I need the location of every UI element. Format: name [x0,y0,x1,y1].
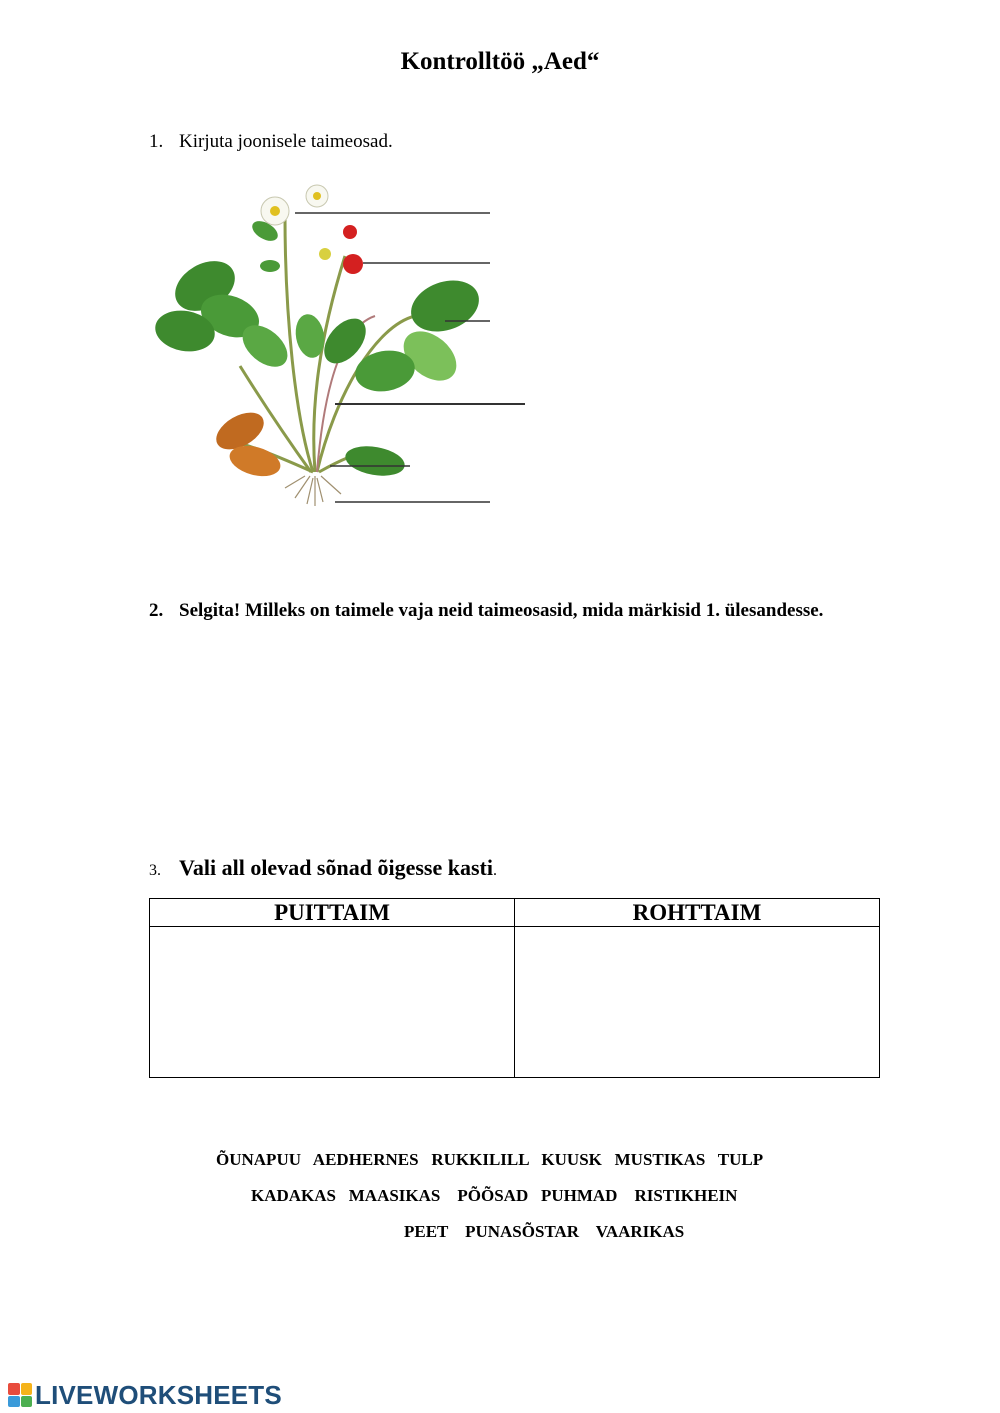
question-1 [149,131,393,153]
word-bank-line-3: PEET PUNASÕSTAR VAARIKAS [404,1222,685,1241]
question-1-number: 1. [149,131,164,152]
drop-zone-puittaim[interactable] [150,927,515,1078]
column-header-puittaim: PUITTAIM [150,899,515,927]
question-3-text: Vali all olevad sõnad õigesse kasti [179,855,493,880]
column-header-rohttaim: ROHTTAIM [515,899,880,927]
strawberry-plant-illustration [145,176,535,516]
word-bank-line-2: KADAKAS MAASIKAS PÕÕSAD PUHMAD RISTIKHEIN [251,1186,738,1205]
question-2-text: Selgita! Milleks on taimele vaja neid taimeosasid, mida märkisid 1. ülesandesse. [179,600,824,621]
drop-zone-rohttaim[interactable] [515,927,880,1078]
logo-text: LIVEWORKSHEETS [35,1379,282,1410]
question-3-number: 3. [149,862,161,879]
question-3-dot: . [492,862,497,879]
root-icon [285,476,341,506]
sorting-table [149,898,880,1078]
berry-icon [343,225,363,274]
leaves [152,217,486,481]
word-bank-line-1: ÕUNAPUU AEDHERNES RUKKILILL KUUSK MUSTIKAS TULP [216,1150,764,1169]
page-title: Kontrolltöö „Aed“ [400,48,600,75]
liveworksheets-logo [8,1380,282,1410]
question-2-number: 2. [149,600,164,621]
flower-icon [261,185,331,260]
table-drop-row [150,927,880,1078]
question-2 [149,600,823,622]
logo-icon [8,1383,32,1407]
question-1-text: Kirjuta joonisele taimeosad. [179,131,393,152]
question-3 [149,855,497,881]
table-header-row [150,899,880,927]
